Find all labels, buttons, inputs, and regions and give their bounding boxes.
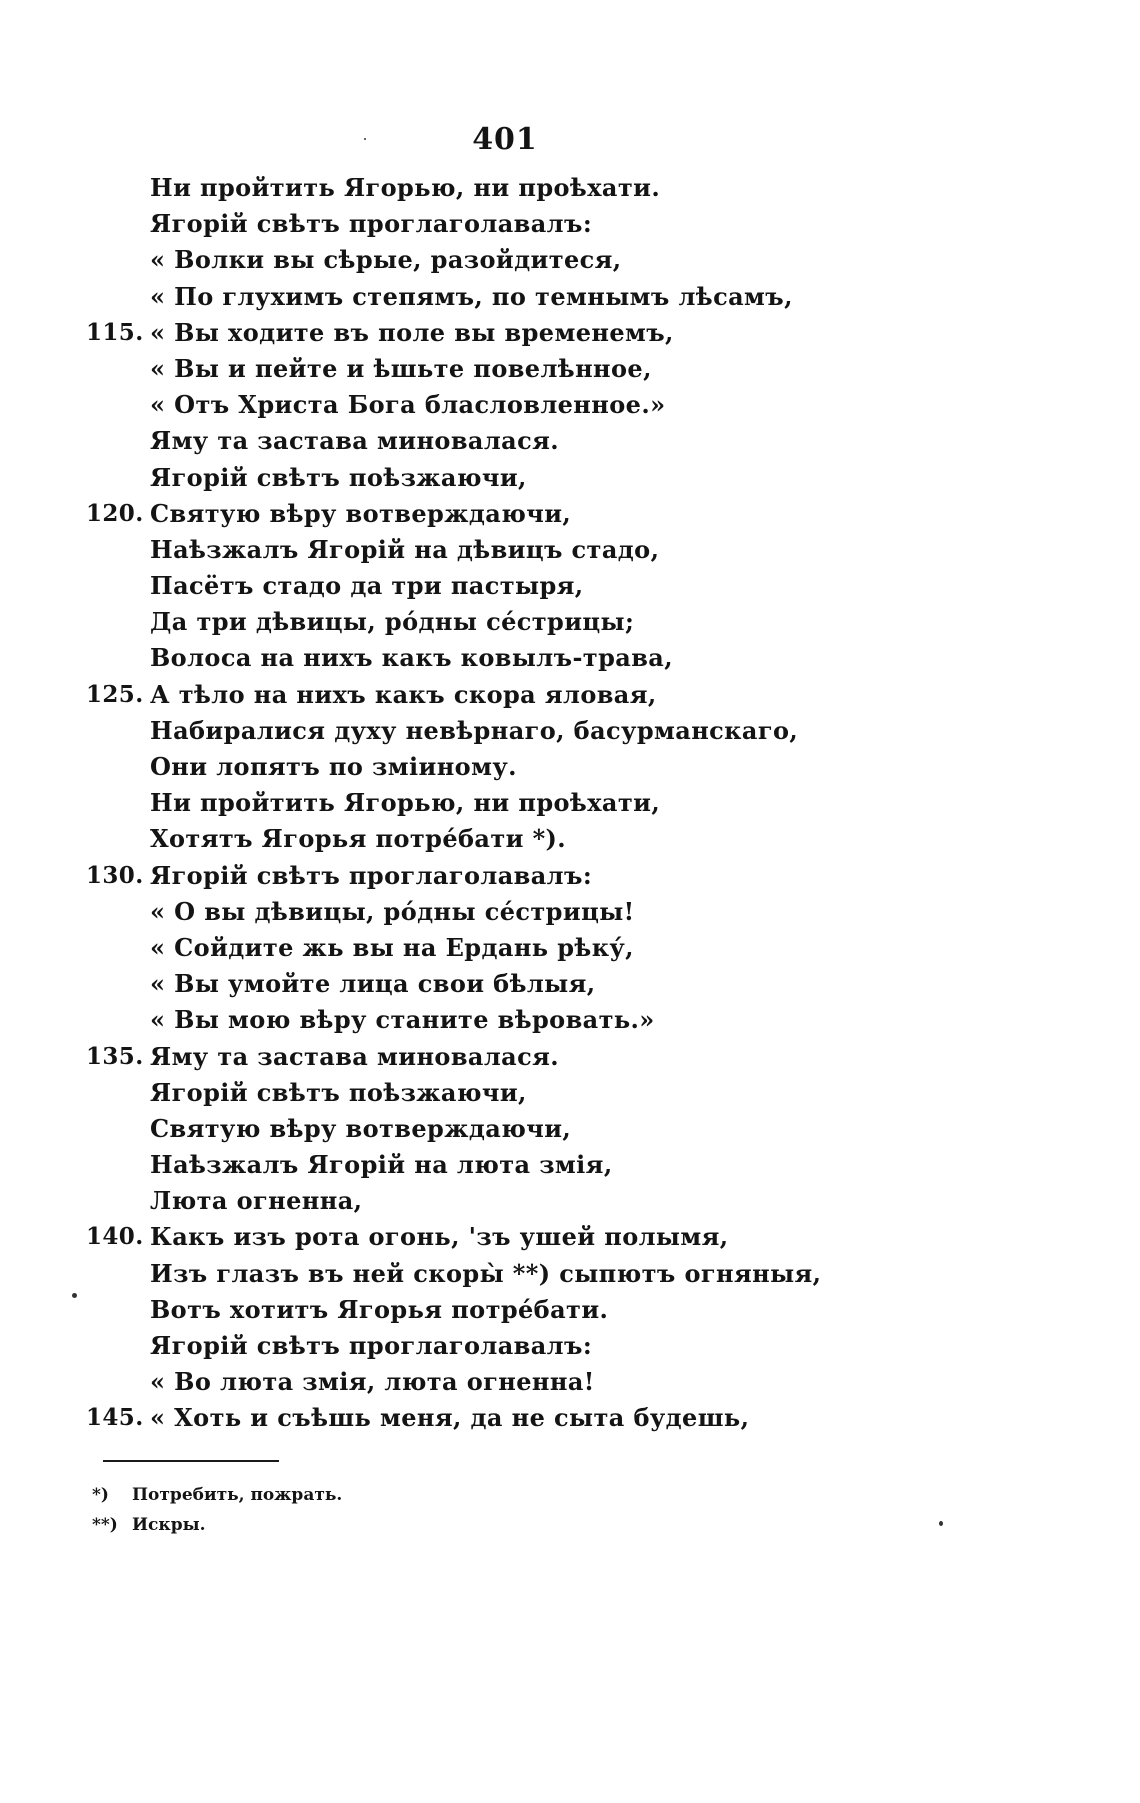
line-text: « Вы и пейте и ѣшьте повелѣнное, (150, 353, 652, 383)
line-number: 140. (86, 1223, 144, 1251)
footnote-mark: *) (92, 1485, 109, 1505)
line-text: « Хоть и съѣшь меня, да не сыта будешь, (150, 1403, 750, 1433)
line-text: Какъ изъ рота огонь, 'зъ ушей полымя, (150, 1222, 729, 1252)
line-text: Ни пройтить Ягорью, ни проѣхати. (150, 173, 661, 202)
print-speck (364, 138, 366, 140)
footnote-mark: **) (92, 1515, 118, 1535)
page-number: 401 (472, 122, 538, 157)
line-text: Да три дѣвицы, ро́дны се́стрицы; (150, 607, 635, 637)
footnote (92, 1480, 342, 1510)
line-text: Волоса на нихъ какъ ковылъ-трава, (150, 643, 673, 673)
line-number: 115. (86, 318, 144, 346)
line-text: Ягорій свѣтъ поѣзжаючи, (150, 462, 527, 492)
line-text: « Волки вы сѣрые, разойдитеся, (150, 245, 622, 275)
line-text: Ягорій свѣтъ поѣзжаючи, (150, 1077, 527, 1107)
line-text: Пасётъ стадо да три пастыря, (150, 571, 584, 601)
line-number: 125. (86, 680, 144, 708)
line-text: Люта огненна, (150, 1186, 363, 1216)
line-text: А тѣло на нихъ какъ скора яловая, (150, 679, 657, 709)
line-text: Ягорій свѣтъ проглаголавалъ: (150, 1331, 593, 1360)
footnotes (92, 1480, 342, 1540)
line-text: Ни пройтить Ягорью, ни проѣхати, (150, 788, 661, 818)
line-text: Они лопятъ по змiиному. (150, 752, 517, 781)
line-number: 130. (86, 861, 144, 889)
footnote-text: Искры. (132, 1515, 206, 1535)
line-text: Яму та застава миновалася. (150, 1041, 560, 1071)
line-text: « Сойдите жь вы на Ердань рѣку́, (150, 932, 634, 962)
print-speck (72, 1293, 77, 1298)
line-text: « О вы дѣвицы, ро́дны се́стрицы! (150, 896, 635, 926)
line-text: Вотъ хотитъ Ягорья потре́бати. (150, 1294, 609, 1324)
line-text: « Вы мою вѣру станите вѣровать.» (150, 1005, 655, 1035)
line-text: Святую вѣру вотверждаючи, (150, 1113, 572, 1143)
line-text: « По глухимъ степямъ, по темнымъ лѣсамъ, (150, 281, 793, 311)
line-text: Ягорій свѣтъ проглаголавалъ: (150, 860, 593, 890)
footnote-text: Потребить, пожрать. (132, 1485, 343, 1505)
footnote-divider (103, 1460, 279, 1462)
line-number: 120. (86, 499, 144, 527)
footnote (92, 1510, 342, 1540)
line-text: Яму та застава миновалася. (150, 426, 560, 456)
line-text: Изъ глазъ въ ней скоры̀ **) сыпютъ огняныя, (150, 1258, 822, 1288)
line-text: Наѣзжалъ Ягорій на люта змiя, (150, 1150, 613, 1180)
line-text: Святую вѣру вотверждаючи, (150, 498, 572, 528)
line-number: 145. (86, 1404, 144, 1432)
line-text: Ягорій свѣтъ проглаголавалъ: (150, 209, 593, 239)
line-text: « Отъ Христа Бога бласловленное.» (150, 390, 666, 420)
line-text: Набиралися духу невѣрнаго, басурманскаго, (150, 715, 799, 745)
line-text: Хотятъ Ягорья потре́бати *). (150, 824, 567, 854)
line-text: « Во люта змiя, люта огненна! (150, 1367, 595, 1397)
line-text: « Вы умойте лица свои бѣлыя, (150, 969, 596, 999)
line-text: « Вы ходите въ поле вы временемъ, (150, 317, 674, 347)
print-speck (939, 1521, 943, 1526)
line-number: 135. (86, 1042, 144, 1070)
line-text: Наѣзжалъ Ягорій на дѣвицъ стадо, (150, 534, 660, 564)
